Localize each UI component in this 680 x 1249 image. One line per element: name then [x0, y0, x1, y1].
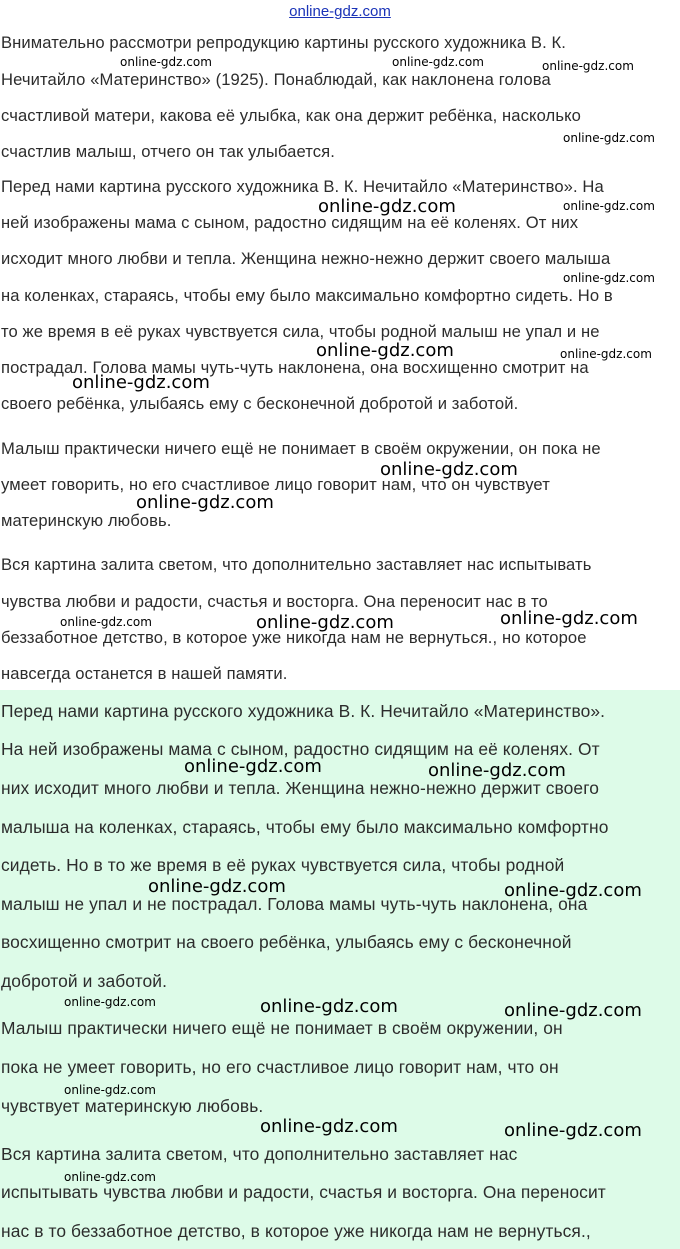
- highlighted-line: Вся картина залита светом, что дополнительно заставляет нас: [1, 1144, 518, 1164]
- highlighted-line: малыша на коленках, стараясь, чтобы ему было максимально комфортно: [1, 817, 609, 837]
- highlighted-line: чувствует материнскую любовь.: [1, 1096, 264, 1116]
- highlighted-line: добротой и заботой.: [1, 971, 168, 991]
- answer-line: своего ребёнка, улыбаясь ему с бесконечной добротой и заботой.: [1, 394, 519, 413]
- answer-line: на коленках, стараясь, чтобы ему было максимально комфортно сидеть. Но в: [1, 286, 613, 305]
- watermark: online-gdz.com: [260, 996, 398, 1017]
- watermark: online-gdz.com: [60, 615, 152, 629]
- watermark: online-gdz.com: [428, 760, 566, 781]
- site-link[interactable]: online-gdz.com: [289, 3, 391, 20]
- watermark: online-gdz.com: [64, 1170, 156, 1184]
- answer-line: беззаботное детство, в которое уже никогда нам не вернуться., но которое: [1, 628, 587, 647]
- watermark: online-gdz.com: [184, 756, 322, 777]
- answer-line: Вся картина залита светом, что дополнительно заставляет нас испытывать: [1, 555, 592, 574]
- answer-line: то же время в её руках чувствуется сила, чтобы родной малыш не упал и не: [1, 322, 600, 341]
- watermark: online-gdz.com: [64, 995, 156, 1009]
- answer-line: чувства любви и радости, счастья и восторга. Она переносит нас в то: [1, 592, 548, 611]
- answer-line: пострадал. Голова мамы чуть-чуть наклонена, она восхищенно смотрит на: [1, 358, 589, 377]
- answer-line: умеет говорить, но его счастливое лицо говорит нам, что он чувствует: [1, 475, 550, 494]
- watermark: online-gdz.com: [64, 1083, 156, 1097]
- watermark: online-gdz.com: [120, 55, 212, 69]
- watermark: online-gdz.com: [504, 880, 642, 901]
- highlighted-line: На ней изображены мама с сыном, радостно сидящим на её коленях. От: [1, 739, 600, 759]
- highlighted-line: малыш не упал и не пострадал. Голова мамы чуть-чуть наклонена, она: [1, 894, 588, 914]
- watermark: online-gdz.com: [500, 608, 638, 629]
- watermark: online-gdz.com: [72, 372, 210, 393]
- highlighted-answer: [0, 690, 680, 1249]
- highlighted-line: них исходит много любви и тепла. Женщина нежно-нежно держит своего: [1, 778, 600, 798]
- watermark: online-gdz.com: [542, 59, 634, 73]
- watermark: online-gdz.com: [563, 131, 655, 145]
- answer-line: ней изображены мама с сыном, радостно сидящим на её коленях. От них: [1, 213, 579, 232]
- watermark: online-gdz.com: [316, 340, 454, 361]
- question-line: счастливой матери, какова её улыбка, как она держит ребёнка, насколько: [1, 106, 581, 125]
- question-line: Внимательно рассмотри репродукцию картины русского художника В. К.: [1, 33, 566, 52]
- watermark: online-gdz.com: [504, 1000, 642, 1021]
- answer-line: Малыш практически ничего ещё не понимает в своём окружении, он пока не: [1, 439, 601, 458]
- watermark: online-gdz.com: [260, 1116, 398, 1137]
- highlighted-line: пока не умеет говорить, но его счастливое лицо говорит нам, что он: [1, 1057, 559, 1077]
- question-line: Нечитайло «Материнство» (1925). Понаблюдай, как наклонена голова: [1, 70, 551, 89]
- watermark: online-gdz.com: [392, 55, 484, 69]
- watermark: online-gdz.com: [256, 612, 394, 633]
- highlighted-line: испытывать чувства любви и радости, счастья и восторга. Она переносит: [1, 1182, 606, 1202]
- highlighted-line: сидеть. Но в то же время в её руках чувствуется сила, чтобы родной: [1, 855, 565, 875]
- watermark: online-gdz.com: [504, 1120, 642, 1141]
- answer-line: Перед нами картина русского художника В. К. Нечитайло «Материнство». На: [1, 177, 604, 196]
- highlighted-line: Перед нами картина русского художника В. К. Нечитайло «Материнство».: [1, 701, 606, 721]
- question-line: счастлив малыш, отчего он так улыбается.: [1, 142, 335, 161]
- answer-line: навсегда останется в нашей памяти.: [1, 664, 288, 683]
- highlighted-line: восхищенно смотрит на своего ребёнка, улыбаясь ему с бесконечной: [1, 932, 572, 952]
- watermark: online-gdz.com: [563, 199, 655, 213]
- answer-line: исходит много любви и тепла. Женщина нежно-нежно держит своего малыша: [1, 249, 611, 268]
- task-question: [0, 29, 680, 169]
- watermark: online-gdz.com: [148, 876, 286, 897]
- watermark: online-gdz.com: [560, 347, 652, 361]
- watermark: online-gdz.com: [563, 271, 655, 285]
- watermark: online-gdz.com: [380, 459, 518, 480]
- answer-line: материнскую любовь.: [1, 511, 172, 530]
- watermark: online-gdz.com: [136, 492, 274, 513]
- highlighted-line: нас в то беззаботное детство, в которое уже никогда нам не вернуться.,: [1, 1221, 591, 1241]
- highlighted-line: Малыш практически ничего ещё не понимает в своём окружении, он: [1, 1018, 563, 1038]
- watermark: online-gdz.com: [318, 196, 456, 217]
